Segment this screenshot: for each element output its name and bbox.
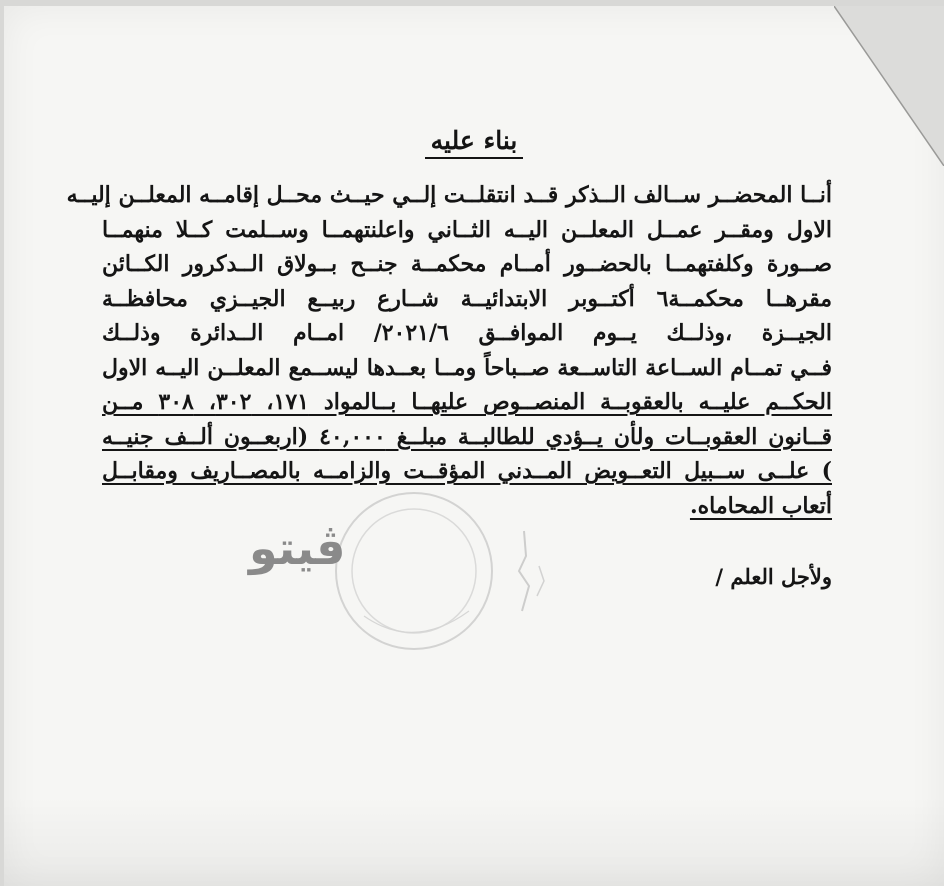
body-line-10: أتعاب المحاماه.: [689, 492, 832, 519]
body-line-9: ) علــى ســبيل التعــويض المــدني المؤقــت والزامــه بالمصــاريف ومقابــل: [102, 458, 832, 484]
heading-text: بناء عليه: [425, 126, 524, 159]
body-line-7: الحكــم عليــه بالعقوبــة المنصــوص عليهــا بــالمواد ١٧١، ٣٠٢، ٣٠٨ مــن: [102, 389, 833, 415]
document-heading: [4, 126, 944, 155]
signature-scribble: [504, 526, 564, 616]
body-line-3: صــورة وكلفتهمــا بالحضــور أمــام محكمــة جنــح بــولاق الــدكرور الكــائن: [102, 251, 832, 277]
closing-phrase: ولأجل العلم /: [715, 564, 832, 589]
body-line-5: الجيــزة ،وذلــك يــوم الموافــق ٢٠٢١/٦/ امــام الــدائرة وذلــك: [102, 320, 832, 346]
document-page: [4, 6, 944, 886]
body-line-1: أنــا المحضــر ســالف الــذكر قــد انتقلــت إلــي حيــث محــل إقامــه المعلــن إليــه: [66, 182, 832, 208]
body-line-4: مقرهــا محكمــة٦ أكتــوبر الابتدائيــة شــارع ربيــع الجيــزي محافظــة: [102, 285, 832, 312]
page-shadow: [4, 796, 944, 886]
body-line-2: الاول ومقــر عمــل المعلــن اليــه الثــاني واعلنتهمــا وســلمت كــلا منهمــا: [102, 216, 832, 243]
watermark-logo: ڤيتو: [249, 521, 346, 575]
body-line-8: قــانون العقوبــات ولأن يــؤدي للطالبــة مبلــغ ٤٠,٠٠٠ (اربعــون ألــف جنيــه: [102, 423, 832, 450]
body-line-6: فــي تمــام الســاعة التاســعة صــباحاً ومــا بعــدها ليســمع المعلــن اليــه الاول: [102, 354, 832, 381]
document-body: [66, 178, 833, 523]
